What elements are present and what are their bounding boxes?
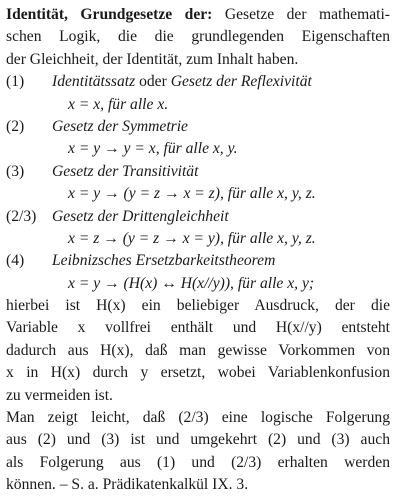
explanation-line: zu vermeiden ist. xyxy=(6,386,113,404)
entry-intro-line: schen Logik, die die grundlegenden Eigenschaften xyxy=(6,28,390,46)
explanation-line: dadurch aus H(x), daß man gewisse Vorkommen von xyxy=(6,341,390,359)
closing-line: können. – S. a. Prädikatenkalkül IX. 3. xyxy=(6,476,249,494)
entry-first-line xyxy=(6,4,390,26)
law-heading xyxy=(6,116,390,138)
law-number: (2) xyxy=(6,117,25,135)
law-title: Gesetz der Symmetrie xyxy=(52,117,188,135)
law-title: Gesetz der Drittengleichheit xyxy=(52,207,229,225)
closing-line: als Folgerung aus (1) und (2/3) erhalten werden xyxy=(6,453,390,471)
law-title: Gesetz der Reflexivität xyxy=(170,73,312,91)
law-number: (2/3) xyxy=(6,207,37,225)
explanation-line: x in H(x) durch y ersetzt, wobei Variablenkonfusion xyxy=(6,364,390,382)
entry-headword: Identität, Grundgesetze der: xyxy=(6,6,213,23)
law-title: Gesetz der Transitivität xyxy=(52,162,199,180)
explanation-line: Variable x vollfrei enthält und H(x//y) entsteht xyxy=(6,319,390,337)
law-formula: x = z → (y = z → x = y), für alle x, y, z. xyxy=(68,229,316,247)
entry-intro-line: Gesetze der mathemati- xyxy=(224,6,390,23)
law-formula: x = y → (y = z → x = z), für alle x, y, z. xyxy=(68,185,316,203)
entry-intro-line: der Gleichheit, der Identität, zum Inhalt haben. xyxy=(6,50,299,68)
law-heading xyxy=(6,206,390,228)
law-title: Leibnizsches Ersetzbarkeitstheorem xyxy=(52,252,276,270)
law-heading xyxy=(6,250,390,272)
law-formula: x = y → y = x, für alle x, y. xyxy=(68,140,238,158)
law-heading xyxy=(6,71,390,93)
explanation-line: hierbei ist H(x) ein beliebiger Ausdruck, der die xyxy=(6,297,390,315)
closing-line: Man zeigt leicht, daß (2/3) eine logische Folgerung xyxy=(6,409,390,427)
law-heading xyxy=(6,161,390,183)
law-number: (4) xyxy=(6,252,25,270)
closing-line: aus (2) und (3) ist und umgekehrt (2) und (3) auch xyxy=(6,431,390,449)
law-title-connector: oder xyxy=(135,73,171,91)
law-formula: x = y → (H(x) ↔ H(x//y)), für alle x, y; xyxy=(68,274,315,292)
law-formula: x = x, für alle x. xyxy=(68,95,169,113)
law-number: (3) xyxy=(6,162,25,180)
law-title: Identitätssatz xyxy=(52,73,136,91)
law-number: (1) xyxy=(6,73,25,91)
